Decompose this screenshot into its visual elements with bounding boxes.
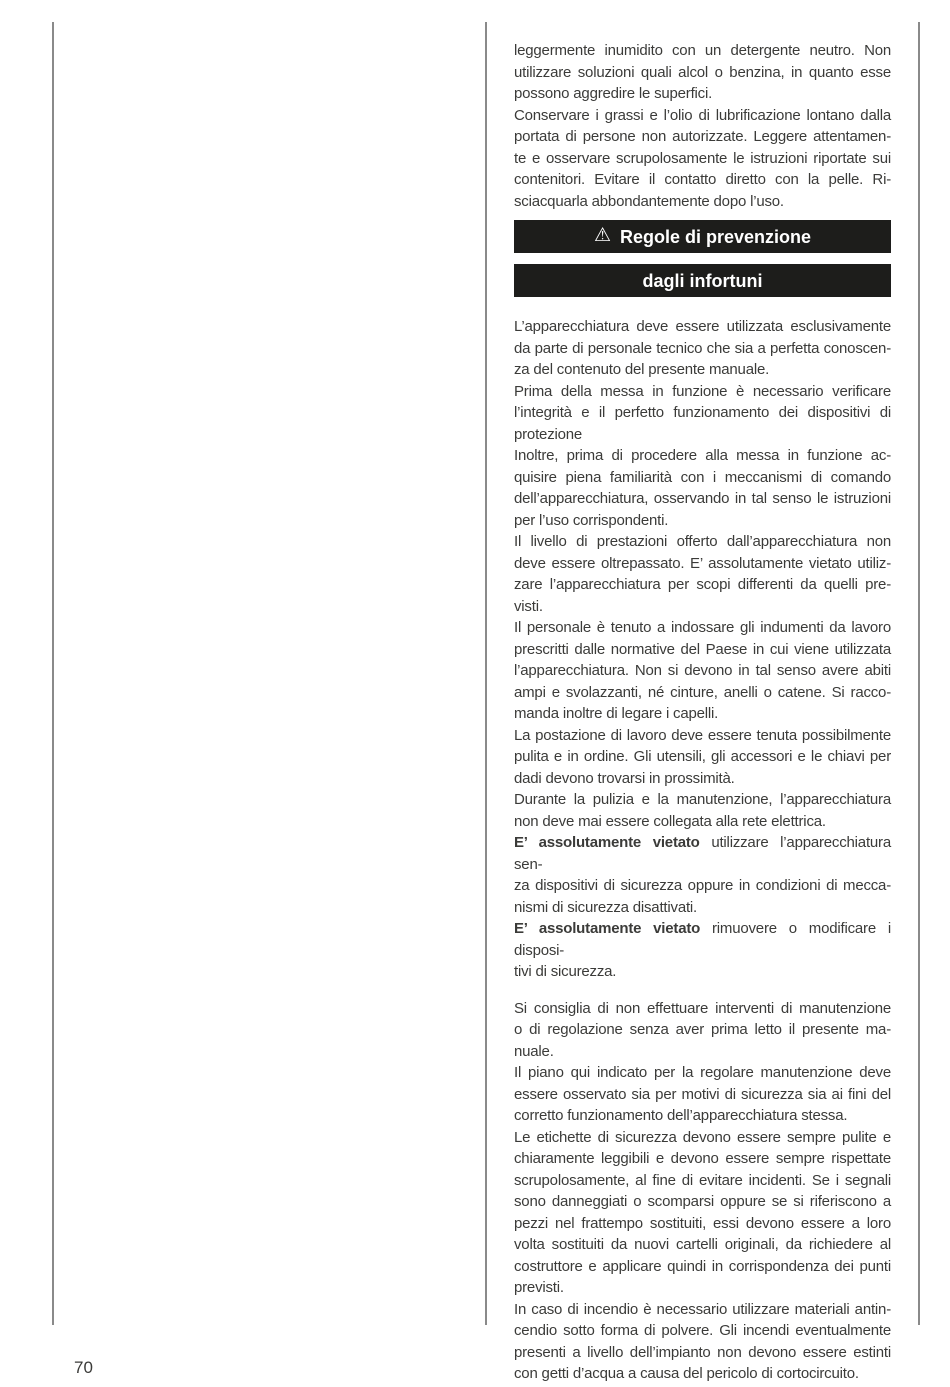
text-line: Inoltre, prima di procedere alla messa in funzione ac- (514, 447, 891, 464)
paragraph (514, 789, 891, 832)
paragraph (514, 832, 891, 918)
text-line: ampi e svolazzanti, né cinture, anelli o catene. Si racco- (514, 683, 891, 701)
paragraph (514, 918, 891, 983)
paragraph (514, 1062, 891, 1127)
text-line: za del contenuto del presente manuale. (514, 361, 770, 378)
section-heading-line1: Regole di prevenzione (620, 226, 812, 247)
bold-text-run: E’ assolutamente vietato (514, 834, 700, 851)
text-line: portata di persone non autorizzate. Leggere attentamen- (514, 128, 891, 145)
text-line: scrupolosamente, al fine di evitare incidenti. Se i segnali (514, 1171, 891, 1189)
paragraph (514, 1299, 891, 1385)
paragraph (514, 1127, 891, 1299)
text-line: Il personale è tenuto a indossare gli indumenti da lavoro (514, 619, 891, 636)
text-line: deve essere oltrepassato. E’ assolutamente vietato utiliz- (514, 554, 891, 572)
text-line: L’apparecchiatura deve essere utilizzata esclusivamente (514, 318, 891, 335)
text-line: La postazione di lavoro deve essere tenuta possibilmente (514, 726, 891, 744)
text-line: Le etichette di sicurezza devono essere sempre pulite e (514, 1128, 891, 1146)
text-line: pezzi nel frattempo sostituiti, essi devono essere a loro (514, 1214, 891, 1232)
text-line: chiaramente leggibili e devono essere sempre rispettate (514, 1150, 891, 1167)
text-line: utilizzare soluzioni quali alcol o benzina, in quanto esse (514, 63, 891, 81)
text-line: costruttore e applicare quindi in corrispondenza dei punti (514, 1257, 891, 1275)
paragraph (514, 105, 891, 213)
text-line (514, 832, 891, 875)
text-line: Durante la pulizia e la manutenzione, l’apparecchiatura (514, 791, 891, 808)
paragraph-gap (514, 983, 891, 998)
text-line: corretto funzionamento dell’apparecchiatura stessa. (514, 1107, 848, 1124)
text-line: dell’apparecchiatura, osservando in tal senso le istruzioni (514, 490, 891, 507)
paragraph (514, 531, 891, 617)
text-line: possono aggredire le superfici. (514, 85, 713, 102)
text-line: te e osservare scrupolosamente le istruzioni riportate sui (514, 149, 891, 167)
body-paragraphs-continued (514, 998, 891, 1385)
text-line: con getti d’acqua a causa del pericolo di cortocircuito. (514, 1365, 859, 1382)
text-line: non deve mai essere collegata alla rete elettrica. (514, 812, 826, 830)
column-rule-left (52, 22, 54, 1325)
text-column (514, 40, 891, 1385)
text-line: per l’uso corrispondenti. (514, 511, 669, 529)
text-line: visti. (514, 597, 543, 615)
text-line: za dispositivi di sicurezza oppure in condizioni di mecca- (514, 877, 891, 894)
text-line: sciacquarla abbondantemente dopo l’uso. (514, 192, 784, 210)
section-heading-bar-2 (514, 264, 891, 297)
body-paragraphs (514, 316, 891, 983)
paragraph (514, 725, 891, 790)
paragraph (514, 316, 891, 381)
section-heading-bar-1 (514, 220, 891, 253)
text-line: Conservare i grassi e l’olio di lubrificazione lontano dalla (514, 106, 891, 124)
text-line: In caso di incendio è necessario utilizzare materiali antin- (514, 1300, 891, 1318)
text-line: Prima della messa in funzione è necessario verificare (514, 382, 891, 400)
text-line: zare l’apparecchiatura per scopi differenti da quelli pre- (514, 576, 891, 593)
text-line: o di regolazione senza aver prima letto il presente ma- (514, 1021, 891, 1038)
text-line: Il piano qui indicato per la regolare manutenzione deve (514, 1064, 891, 1081)
text-line: l’integrità e il perfetto funzionamento dei dispositivi di (514, 404, 891, 421)
text-line: leggermente inumidito con un detergente neutro. Non (514, 42, 891, 59)
text-line: quisire piena familiarità con i meccanismi di comando (514, 468, 891, 486)
paragraph (514, 40, 891, 105)
text-line: nismi di sicurezza disattivati. (514, 898, 698, 916)
column-rule-middle (485, 22, 487, 1325)
intro-paragraphs (514, 40, 891, 212)
text-line (514, 918, 891, 961)
text-line: manda inoltre di legare i capelli. (514, 705, 719, 722)
page-number: 70 (74, 1358, 93, 1377)
section-heading-line2: dagli infortuni (642, 270, 763, 291)
text-line: l’apparecchiatura. Non si devono in tal senso avere abiti (514, 662, 891, 679)
text-line: protezione (514, 425, 583, 443)
warning-icon: ⚠ (593, 225, 611, 246)
text-line: dadi devono trovarsi in prossimità. (514, 769, 735, 787)
paragraph (514, 381, 891, 446)
text-run: rimuovere o modificare i disposi- (514, 920, 891, 959)
text-line: cendio sotto forma di polvere. Gli incendi eventualmente (514, 1322, 891, 1339)
bold-text-run: E’ assolutamente vietato (514, 920, 701, 937)
text-line: sono danneggiati o scomparsi oppure se si riferiscono a (514, 1193, 891, 1210)
text-run: utilizzare l’apparecchiatura sen- (514, 834, 891, 873)
text-line: volta sostituiti da nuovi cartelli originali, da richiedere al (514, 1236, 891, 1253)
paragraph (514, 445, 891, 531)
text-line: pulita e in ordine. Gli utensili, gli accessori e le chiavi per (514, 748, 891, 765)
text-line: tivi di sicurezza. (514, 963, 617, 980)
text-line: Si consiglia di non effettuare interventi di manutenzione (514, 999, 891, 1017)
paragraph (514, 998, 891, 1063)
text-line: essere osservato sia per motivi di sicurezza sia ai fini del (514, 1085, 891, 1103)
text-line: contenitori. Evitare il contatto diretto con la pelle. Ri- (514, 171, 891, 188)
paragraph (514, 617, 891, 725)
text-line: nuale. (514, 1042, 554, 1060)
text-line: presenti a livello dell’impianto non devono essere estinti (514, 1343, 891, 1361)
text-line: Il livello di prestazioni offerto dall’apparecchiatura non (514, 533, 891, 550)
text-line: prescritti dalle normative del Paese in cui viene utilizzata (514, 640, 891, 658)
column-rule-right (918, 22, 920, 1325)
text-line: previsti. (514, 1279, 564, 1296)
text-line: da parte di personale tecnico che sia a perfetta conoscen- (514, 339, 891, 357)
